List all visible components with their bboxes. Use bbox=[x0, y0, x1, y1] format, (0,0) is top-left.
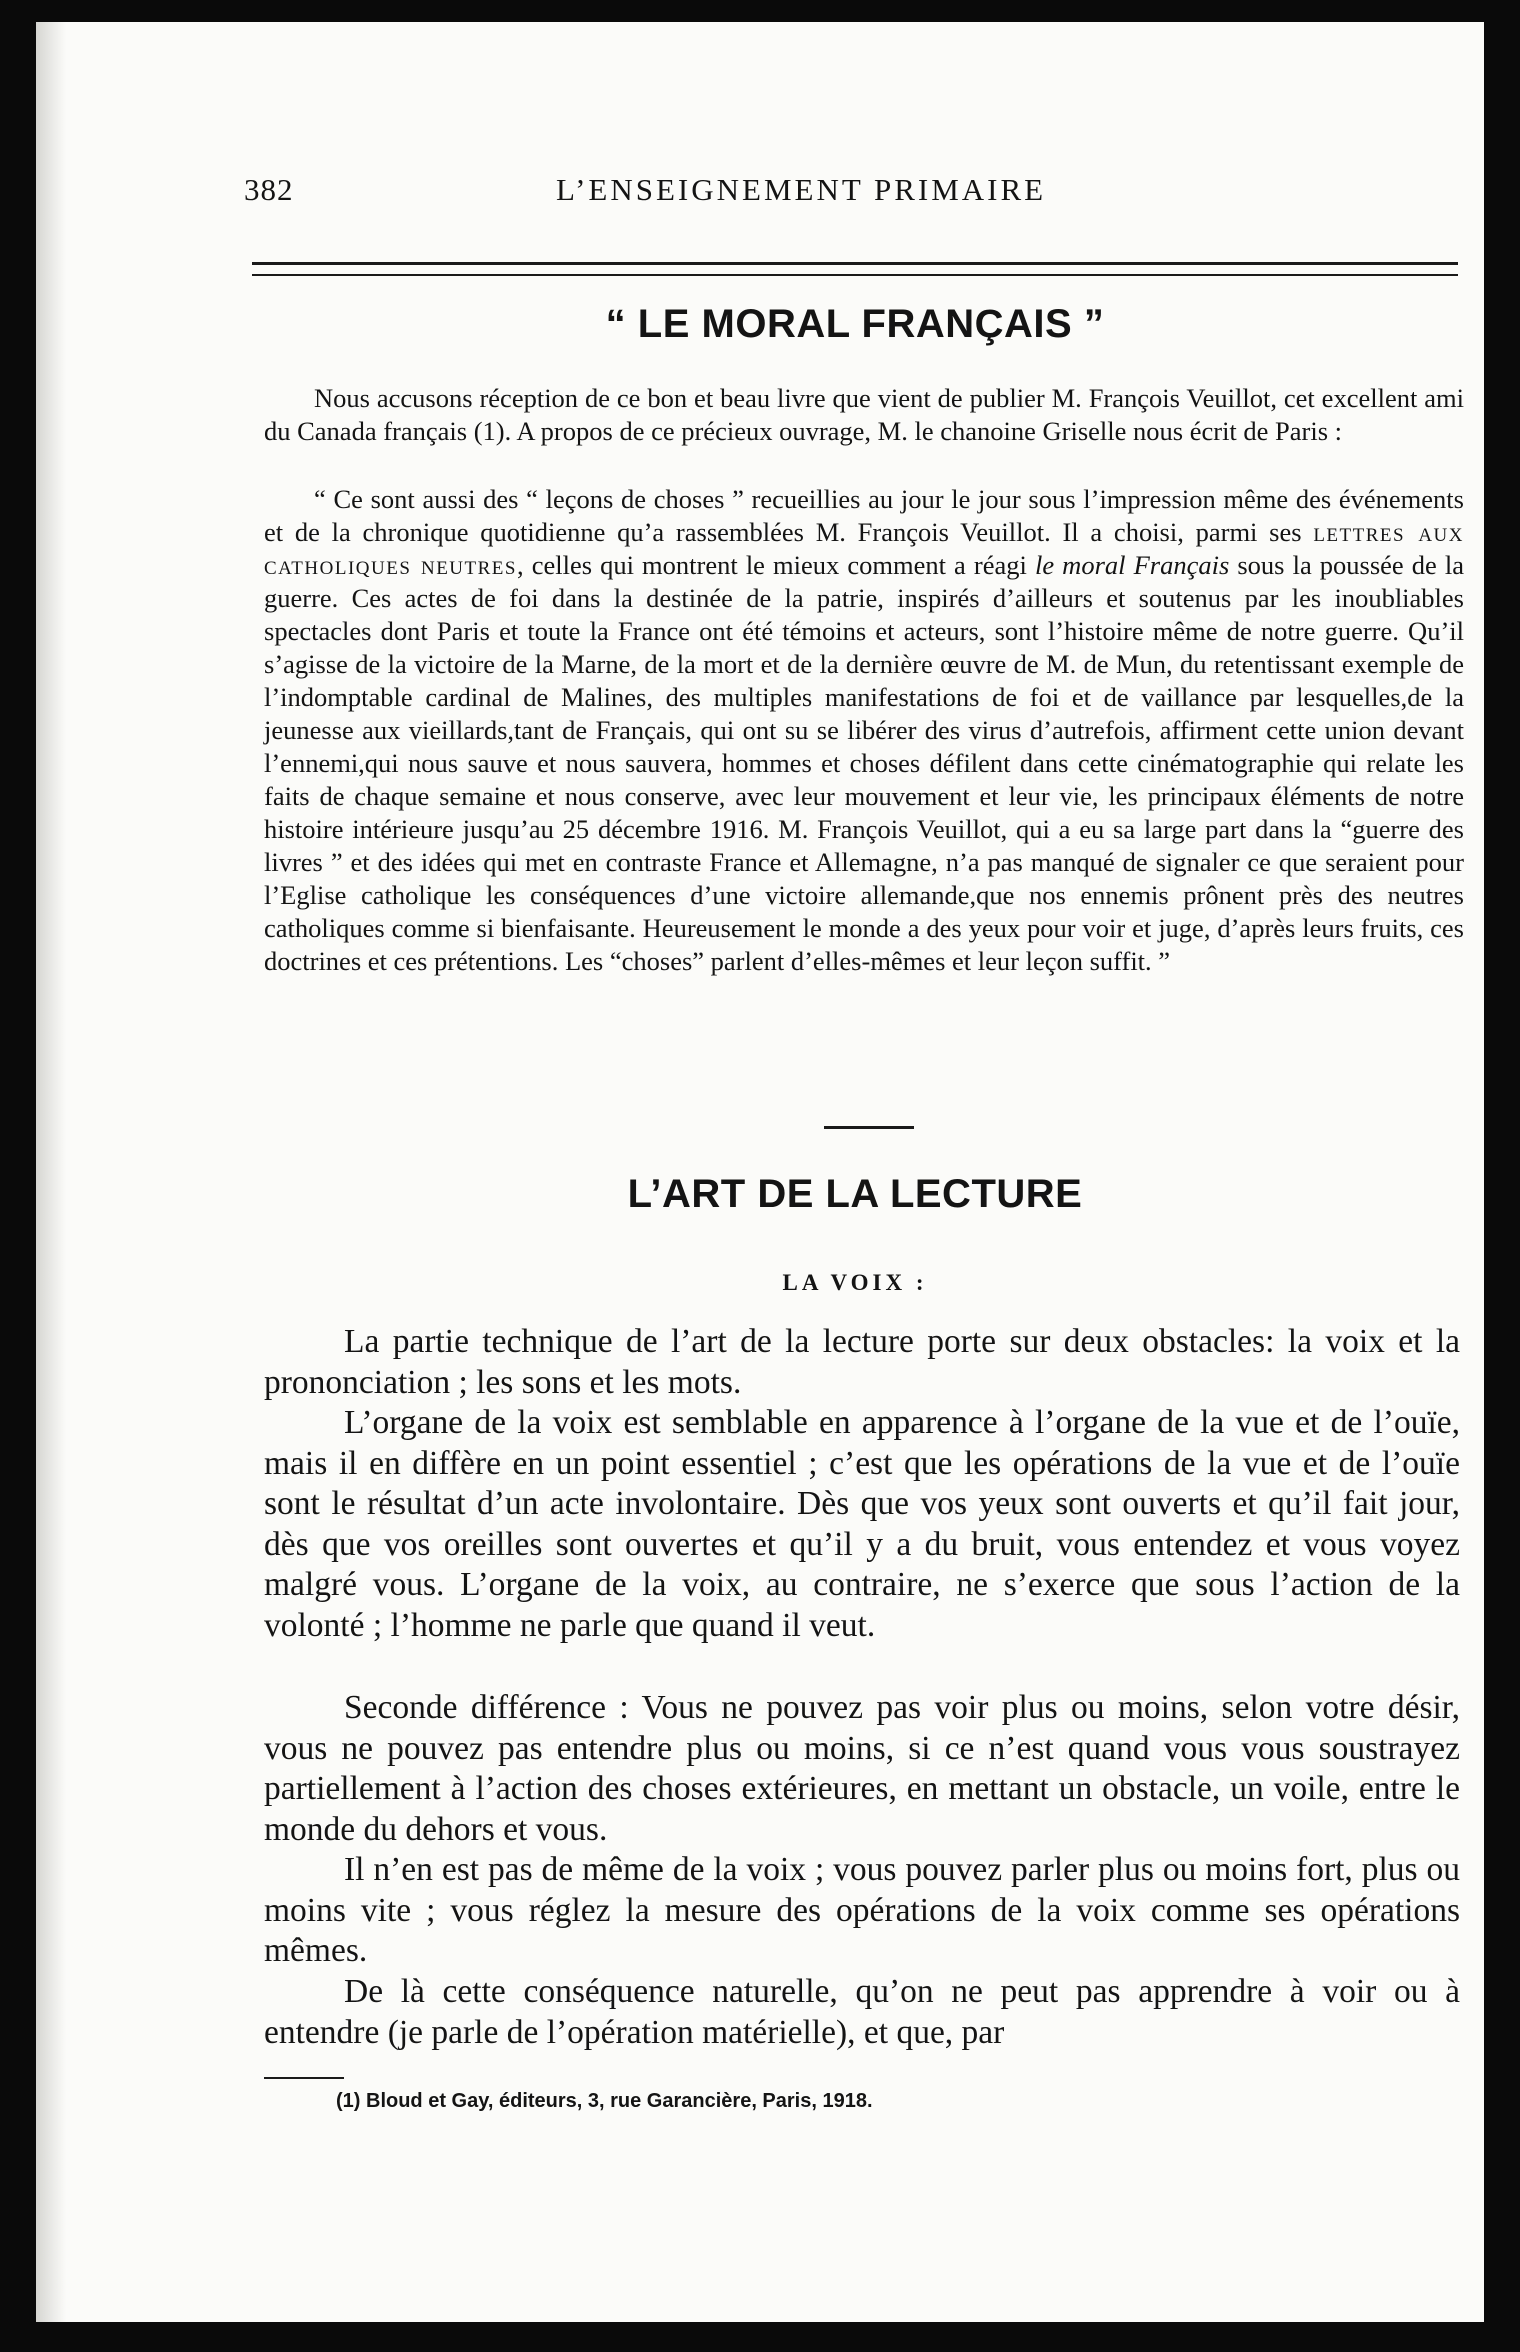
quote-italic-title: le moral Français bbox=[1034, 550, 1230, 580]
paragraph-quote bbox=[264, 483, 1464, 978]
running-head: L’ENSEIGNEMENT PRIMAIRE bbox=[556, 172, 1047, 207]
quote-book-title: lettres aux catholiques neutres bbox=[264, 517, 1464, 580]
paragraph-technique: La partie technique de l’art de la lecture porte sur deux obstacles: la voix et la prononciation ; les sons et les mots. bbox=[264, 1323, 1460, 1401]
quote-text-start: “ Ce sont aussi des “ leçons de choses ” recueillies au jour le jour sous l’impression même des événements et de la chronique quotidienne qu’a rassemblées M. François Veuillot. Il a choisi, parmi ses bbox=[264, 484, 1464, 547]
quote-text-end: sous la poussée de la guerre. Ces actes de foi dans la destinée de la patrie, inspirés d’ailleurs et soutenus par les inoubliables spectacles dont Paris et toute la France ont été témoins et acteurs, sont l’histoire même de notre guerre. Qu’il s’agisse de la victoire de la Marne, de la mort et de la dernière œuvre de M. de Mun, du retentissant exemple de l’indomptable cardinal de Malines, des multiples manifestations de foi et de vaillance par lesquelles,de la jeunesse aux vieillards,tant de Français, qui ont su se libérer des virus d’autrefois, affirment cette union devant l’ennemi,qui nous sauve et nous sauvera, hommes et choses défilent dans cette cinématographie qui relate les faits de chaque semaine et nous conserve, avec leur mouvement et leur vie, les principaux éléments de notre histoire intérieure jusqu’au 25 décembre 1916. M. François Veuillot, qui a eu sa large part dans la “guerre des livres ” et des idées qui met en contraste France et Allemagne, n’a pas manqué de signaler ce que seraient pour l’Eglise catholique les conséquences d’une victoire allemande,que nos ennemis prônent près des neutres catholiques comme si bienfaisante. Heureusement le monde a des yeux pour voir et juge, d’après leurs fruits, ces doctrines et ces prétentions. Les “choses” parlent d’elles-mêmes et leur leçon suffit. ” bbox=[264, 550, 1465, 976]
paragraph-seconde-difference: Seconde différence : Vous ne pouvez pas voir plus ou moins, selon votre désir, vous ne pouvez pas entendre plus ou moins, si ce n’est quand vous vous soustrayez partiellement à l’action des choses extérieures, en mettant un obstacle, un voile, entre le monde du dehors et vous. bbox=[264, 1689, 1460, 1848]
section-title-art-lecture: L’ART DE LA LECTURE bbox=[627, 1172, 1083, 1216]
page-number: 382 bbox=[244, 172, 294, 207]
page-gutter-shadow bbox=[36, 22, 66, 2322]
footnote: (1) Bloud et Gay, éditeurs, 3, rue Garancière, Paris, 1918. bbox=[336, 2090, 873, 2112]
footnote-rule bbox=[264, 2077, 344, 2079]
subhead-la-voix: LA VOIX : bbox=[782, 1270, 928, 1295]
paragraph-intro: Nous accusons réception de ce bon et beau livre que vient de publier M. François Veuillot, cet excellent ami du Canada français (1). A propos de ce précieux ouvrage, M. le chanoine Griselle nous écrit de Paris : bbox=[264, 383, 1464, 446]
book-page bbox=[36, 22, 1484, 2322]
page-header bbox=[244, 172, 1452, 212]
section-title-moral-francais: “ LE MORAL FRANÇAIS ” bbox=[605, 302, 1105, 346]
paragraph-voix: Il n’en est pas de même de la voix ; vous pouvez parler plus ou moins fort, plus ou moins vite ; vous réglez la mesure des opérations de la voix comme ses opérations mêmes. bbox=[264, 1851, 1460, 1969]
quote-text-mid: , celles qui montrent le mieux comment a réagi bbox=[516, 550, 1035, 580]
header-double-rule bbox=[252, 262, 1458, 276]
paragraph-organe: L’organe de la voix est semblable en apparence à l’organe de la vue et de l’ouïe, mais il en diffère en un point essentiel ; c’est que les opérations de la vue et de l’ouïe sont le résultat d’un acte involontaire. Dès que vos yeux sont ouverts et qu’il fait jour, dès que vos oreilles sont ouvertes et qu’il y a du bruit, vous entendez et vous voyez malgré vous. L’organe de la voix, au contraire, ne s’exerce que sous l’action de la volonté ; l’homme ne parle que quand il veut. bbox=[264, 1404, 1460, 1644]
section-divider bbox=[824, 1126, 914, 1129]
paragraph-consequence: De là cette conséquence naturelle, qu’on ne peut pas apprendre à voir ou à entendre (je parle de l’opération matérielle), et que, par bbox=[264, 1973, 1460, 2051]
